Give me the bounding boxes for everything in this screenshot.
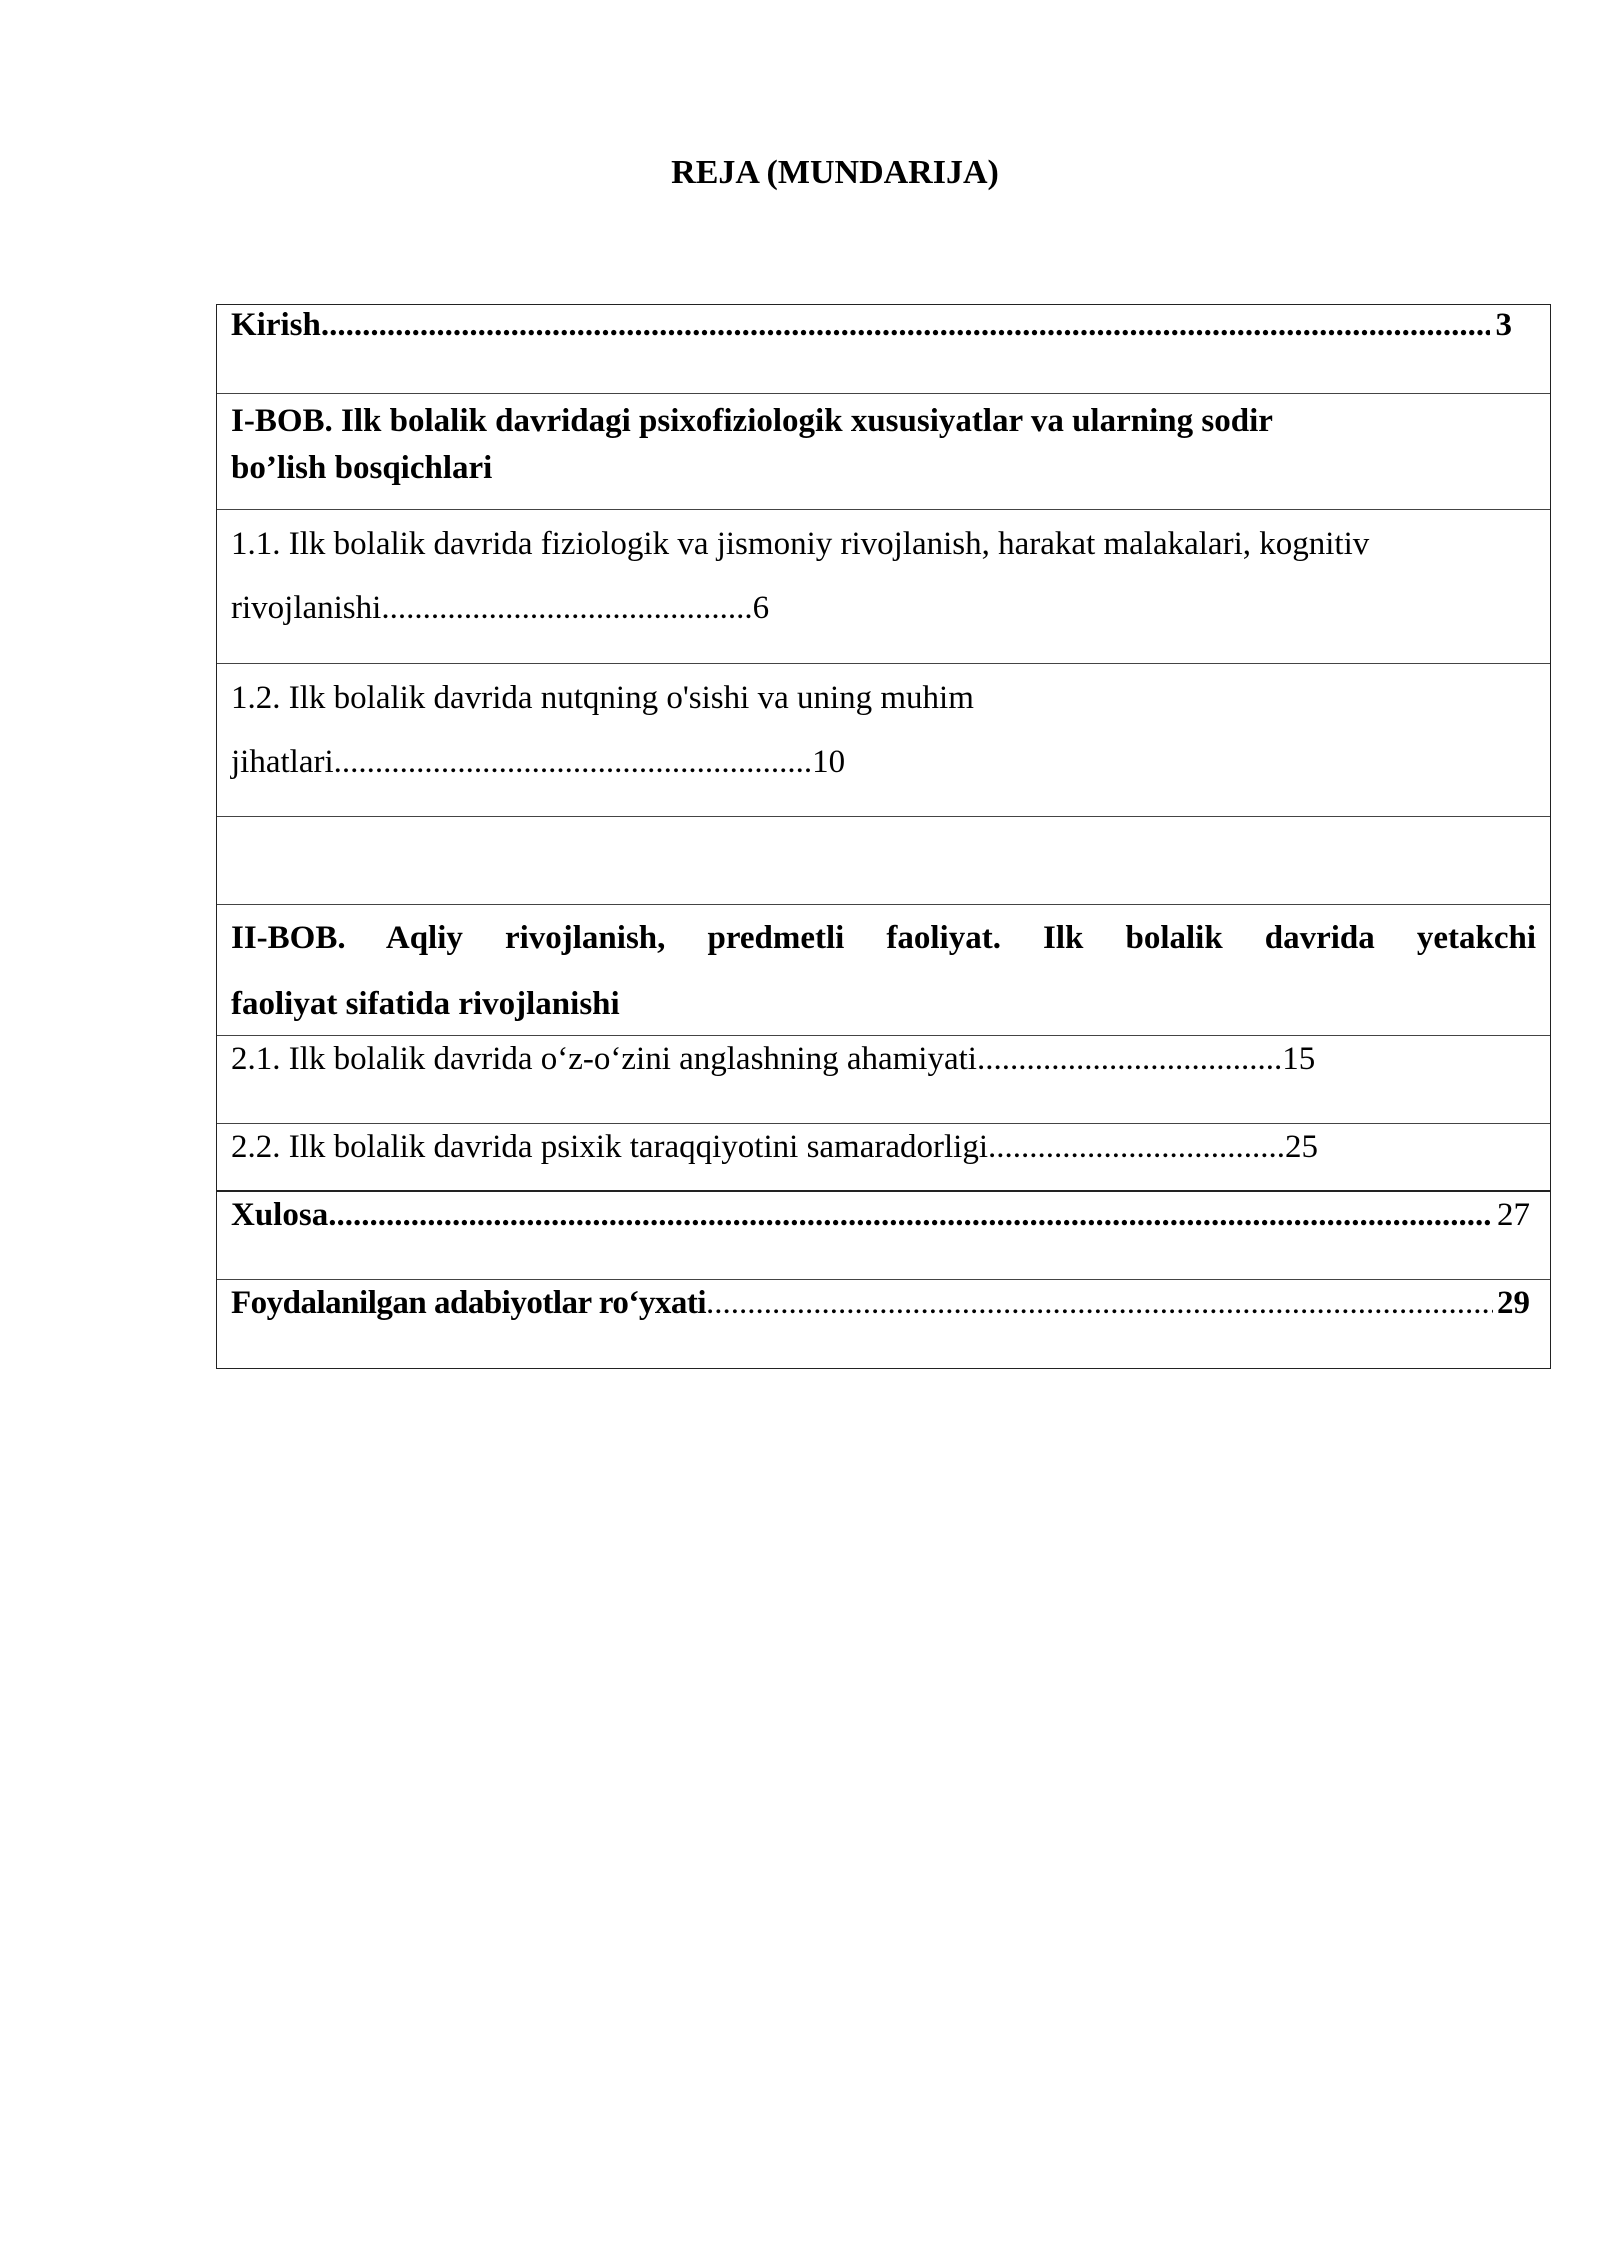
toc-s12-label: jihatlari [231,744,334,780]
toc-row-bob1 [217,394,1550,510]
toc-s22-page: 25 [1285,1129,1319,1165]
toc-s11-leader: ............................................. [381,590,753,626]
toc-bob1-line1: I-BOB. Ilk bolalik davridagi psixofiziologik xususiyatlar va ularning sodir [231,403,1273,439]
toc-table [216,304,1551,1369]
toc-row-kirish [217,305,1550,394]
toc-row-s22 [217,1124,1550,1192]
toc-kirish-leader [321,307,1490,344]
toc-s21-label: 2.1. Ilk bolalik davrida o‘z-o‘zini anglashning ahamiyati [231,1041,977,1077]
toc-kirish-page: 3 [1495,307,1512,343]
toc-s12-page: 10 [812,744,846,780]
toc-bob2-line1: II-BOB. Aqliy rivojlanish, predmetli faoliyat. Ilk bolalik davrida yetakchi [231,920,1536,956]
toc-row-s11 [217,510,1550,664]
toc-adabiyot-leader [706,1280,1493,1326]
toc-row-s21 [217,1036,1550,1124]
toc-s12-line1: 1.2. Ilk bolalik davrida nutqning o'sishi va uning muhim [231,680,974,716]
toc-xulosa-leader [328,1192,1491,1238]
toc-s11-line1: 1.1. Ilk bolalik davrida fiziologik va jismoniy rivojlanish, harakat malakalari, kognitiv [231,526,1370,562]
toc-s22-leader: .................................... [988,1129,1286,1165]
toc-row-adabiyot [217,1280,1550,1368]
toc-s12-leader: .......................................................... [333,744,813,780]
toc-row-bob2 [217,905,1550,1036]
toc-row-s12 [217,664,1550,817]
toc-s21-page: 15 [1282,1041,1316,1077]
toc-s11-label: rivojlanishi [231,590,382,626]
toc-xulosa-page: 27 [1497,1197,1530,1233]
toc-bob2-line2: faoliyat sifatida rivojlanishi [231,986,620,1022]
toc-adabiyot-page: 29 [1497,1285,1530,1321]
toc-kirish-label: Kirish [231,307,321,343]
toc-row-empty [217,817,1550,905]
toc-s22-label: 2.2. Ilk bolalik davrida psixik taraqqiyotini samaradorligi [231,1129,989,1165]
toc-s11-page: 6 [752,590,770,626]
page-title: REJA (MUNDARIJA) [671,154,999,191]
toc-adabiyot-label: Foydalanilgan adabiyotlar ro‘yxati [231,1285,707,1321]
toc-xulosa-label: Xulosa [231,1197,329,1233]
toc-s21-leader: ..................................... [976,1041,1283,1077]
toc-row-xulosa [217,1192,1550,1280]
toc-bob1-line2: bo’lish bosqichlari [231,450,493,486]
